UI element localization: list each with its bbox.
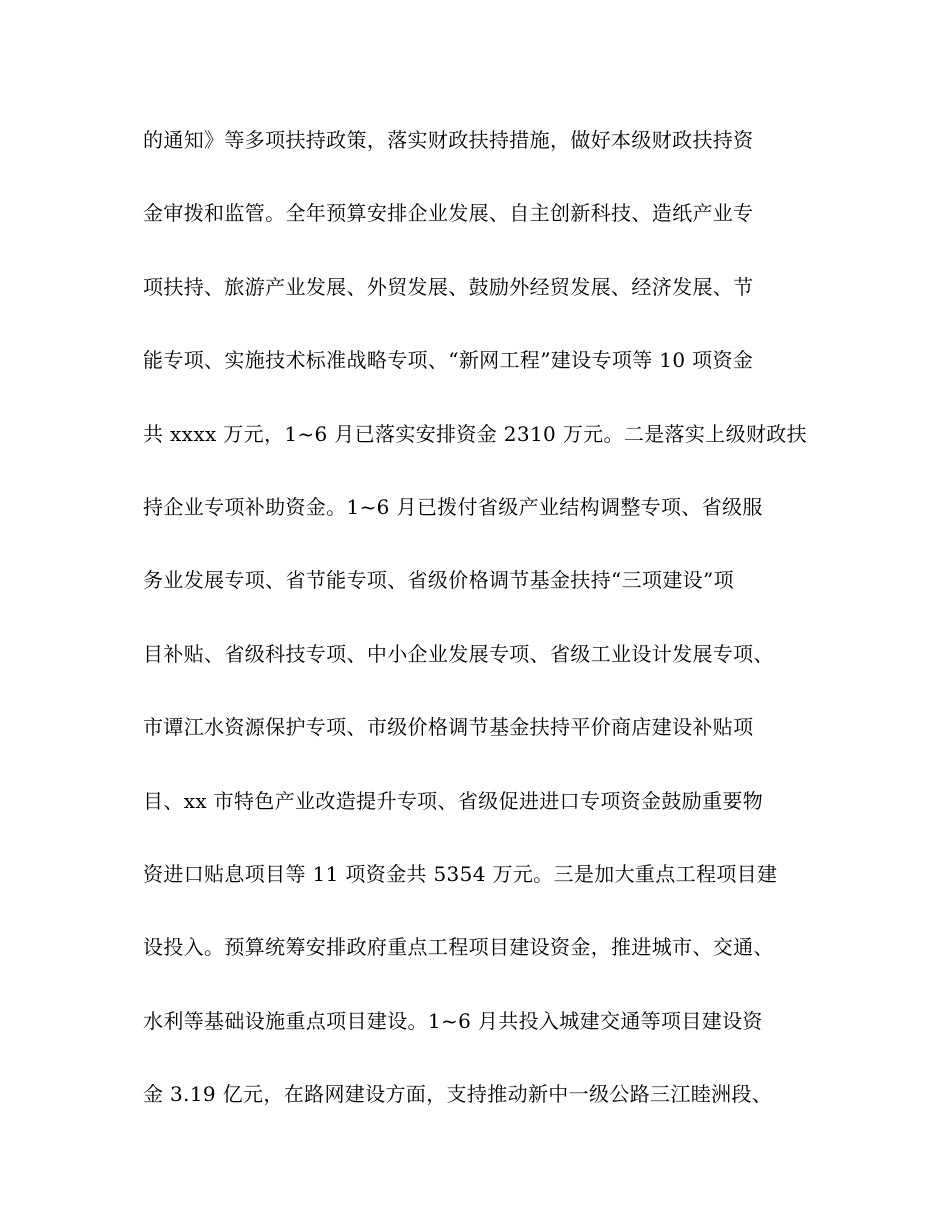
text-line-5: 共 xxxx 万元，1~6 月已落实安排资金 2310 万元。二是落实上级财政扶 (143, 421, 808, 446)
text-line-8: 目补贴、省级科技专项、中小企业发展专项、省级工业设计发展专项、 (143, 641, 774, 666)
text-line-2: 金审拨和监管。全年预算安排企业发展、自主创新科技、造纸产业专 (143, 201, 754, 226)
text-line-1: 的通知》等多项扶持政策，落实财政扶持措施，做好本级财政扶持资 (143, 128, 754, 152)
text-line-14: 金 3.19 亿元，在路网建设方面，支持推动新中一级公路三江睦洲段、 (143, 1082, 773, 1107)
text-line-12: 设投入。预算统筹安排政府重点工程项目建设资金，推进城市、交通、 (143, 935, 774, 960)
text-line-13: 水利等基础设施重点项目建设。1~6 月共投入城建交通等项目建设资 (143, 1008, 763, 1033)
text-line-4: 能专项、实施技术标准战略专项、“新网工程”建设专项等 10 项资金 (143, 348, 754, 373)
text-line-7: 务业发展专项、省节能专项、省级价格调节基金扶持“三项建设”项 (143, 568, 734, 593)
text-line-3: 项扶持、旅游产业发展、外贸发展、鼓励外经贸发展、经济发展、节 (143, 274, 754, 299)
text-line-10: 目、xx 市特色产业改造提升专项、省级促进进口专项资金鼓励重要物 (143, 788, 764, 813)
text-line-11: 资进口贴息项目等 11 项资金共 5354 万元。三是加大重点工程项目建 (143, 861, 778, 886)
text-line-9: 市谭江水资源保护专项、市级价格调节基金扶持平价商店建设补贴项 (143, 715, 754, 740)
body-text (143, 124, 813, 1151)
text-line-6: 持企业专项补助资金。1~6 月已拨付省级产业结构调整专项、省级服 (143, 494, 763, 519)
